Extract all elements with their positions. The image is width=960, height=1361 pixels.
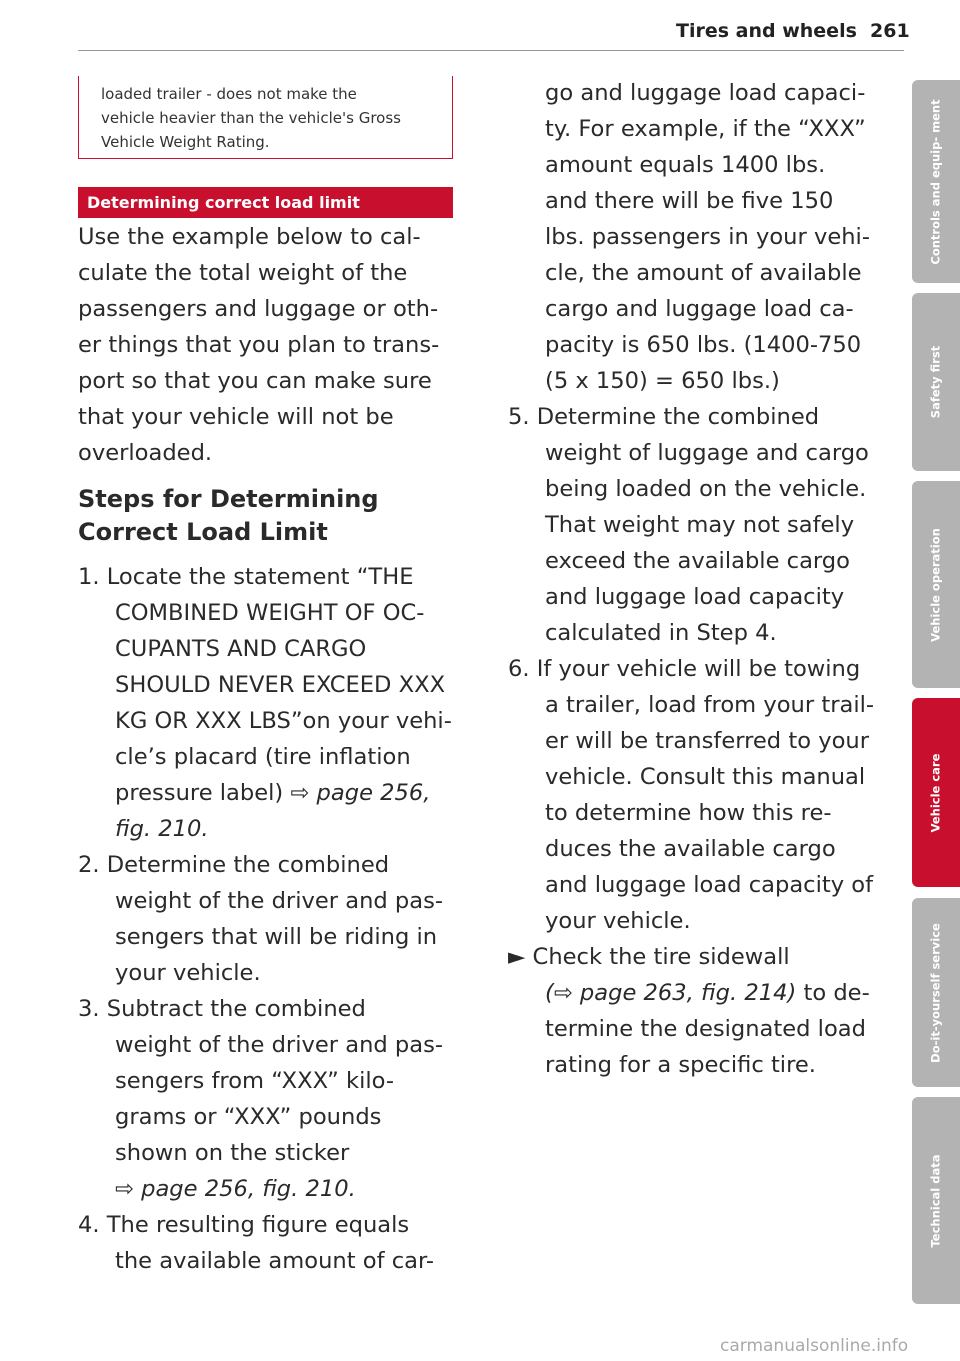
step-3-line: sengers from “XXX” kilo- — [115, 1068, 395, 1094]
intro-line: culate the total weight of the — [78, 260, 408, 286]
step-4-line: cargo and luggage load ca- — [545, 296, 854, 322]
step-5-line: and luggage load capacity — [545, 584, 845, 610]
check-line: termine the designated load — [545, 1016, 866, 1042]
step-4-line: the available amount of car- — [115, 1248, 435, 1274]
step-6-line: duces the available cargo — [545, 836, 836, 862]
step-1-line: COMBINED WEIGHT OF OC- — [115, 600, 425, 626]
step-1-line: KG OR XXX LBS”on your vehi- — [115, 708, 452, 734]
note-line: Vehicle Weight Rating. — [101, 133, 270, 151]
step-6-line: a trailer, load from your trail- — [545, 692, 875, 718]
tab-technical-data[interactable] — [912, 1097, 960, 1304]
step-2-line: 2. Determine the combined — [78, 852, 390, 878]
note-box — [78, 76, 453, 159]
tab-do-it-yourself-service[interactable] — [912, 898, 960, 1087]
tab-vehicle-care[interactable] — [912, 698, 960, 887]
step-3-line: grams or “XXX” pounds — [115, 1104, 382, 1130]
tab-label: Technical data — [928, 1153, 943, 1248]
tab-label: Controls and equip- ment — [928, 98, 943, 265]
check-text: to de- — [796, 980, 870, 1006]
step-4-line: (5 x 150) = 650 lbs.) — [545, 368, 780, 394]
tab-label: Vehicle operation — [928, 527, 943, 642]
step-1-line: CUPANTS AND CARGO — [115, 636, 367, 662]
subheading: Correct Load Limit — [78, 518, 328, 546]
step-3-line: weight of the driver and pas- — [115, 1032, 444, 1058]
step-5-line: exceed the available cargo — [545, 548, 850, 574]
step-2-line: weight of the driver and pas- — [115, 888, 444, 914]
step-4-line: amount equals 1400 lbs. — [545, 152, 826, 178]
step-4-line: go and luggage load capaci- — [545, 80, 866, 106]
note-line: vehicle heavier than the vehicle's Gross — [101, 109, 401, 127]
step-3-line: shown on the sticker — [115, 1140, 350, 1166]
intro-line: passengers and luggage or oth- — [78, 296, 439, 322]
page-number: 261 — [870, 20, 910, 42]
section-title: Determining correct load limit — [78, 187, 453, 218]
step-6-line: 6. If your vehicle will be towing — [508, 656, 861, 682]
page-ref-link[interactable]: fig. 210. — [115, 816, 209, 842]
step-1-line — [78, 775, 478, 811]
step-5-line: 5. Determine the combined — [508, 404, 820, 430]
step-1-text: pressure label) — [115, 780, 284, 806]
step-1-line: 1. Locate the statement “THE — [78, 564, 414, 590]
step-5-line: weight of luggage and cargo — [545, 440, 869, 466]
page-ref-link[interactable]: (⇨ page 263, fig. 214) — [545, 980, 797, 1006]
tab-label: Safety first — [928, 345, 943, 419]
step-5-line: That weight may not safely — [545, 512, 855, 538]
step-6-line: er will be transferred to your — [545, 728, 870, 754]
step-4-line: lbs. passengers in your vehi- — [545, 224, 870, 250]
step-6-line: to determine how this re- — [545, 800, 832, 826]
page-ref-link[interactable]: ⇨ page 256, — [290, 780, 431, 806]
intro-line: er things that you plan to trans- — [78, 332, 440, 358]
check-line: ► Check the tire sidewall — [508, 944, 790, 970]
step-1-line: cle’s placard (tire inflation — [115, 744, 411, 770]
subheading: Steps for Determining — [78, 485, 379, 513]
note-line: loaded trailer - does not make the — [101, 85, 357, 103]
check-line — [508, 975, 888, 1011]
intro-line: that your vehicle will not be — [78, 404, 394, 430]
step-4-line: cle, the amount of available — [545, 260, 862, 286]
right-column — [508, 75, 888, 1083]
step-6-line: your vehicle. — [545, 908, 691, 934]
tab-label: Vehicle care — [928, 753, 943, 832]
tab-vehicle-operation[interactable] — [912, 481, 960, 688]
watermark: carmanualsonline.info — [720, 1336, 909, 1356]
left-column — [78, 219, 478, 1279]
intro-line: overloaded. — [78, 440, 213, 466]
tab-label: Do-it-yourself service — [928, 922, 943, 1063]
step-6-line: and luggage load capacity of — [545, 872, 874, 898]
step-6-line: vehicle. Consult this manual — [545, 764, 866, 790]
step-5-line: calculated in Step 4. — [545, 620, 777, 646]
step-4-line: ty. For example, if the “XXX” — [545, 116, 866, 142]
step-5-line: being loaded on the vehicle. — [545, 476, 867, 502]
tab-controls-and-equipment[interactable] — [912, 80, 960, 283]
step-1-line: SHOULD NEVER EXCEED XXX — [115, 672, 446, 698]
intro-line: Use the example below to cal- — [78, 224, 421, 250]
tab-safety-first[interactable] — [912, 293, 960, 471]
header-title: Tires and wheels — [676, 20, 857, 42]
step-2-line: your vehicle. — [115, 960, 261, 986]
step-4-line: pacity is 650 lbs. (1400-750 — [545, 332, 862, 358]
intro-line: port so that you can make sure — [78, 368, 432, 394]
step-4-line: and there will be five 150 — [545, 188, 834, 214]
check-line: rating for a specific tire. — [545, 1052, 816, 1078]
step-3-line: 3. Subtract the combined — [78, 996, 366, 1022]
step-2-line: sengers that will be riding in — [115, 924, 438, 950]
header-rule — [78, 50, 904, 51]
page-ref-link[interactable]: ⇨ page 256, fig. 210. — [115, 1176, 356, 1202]
step-4-line: 4. The resulting figure equals — [78, 1212, 410, 1238]
